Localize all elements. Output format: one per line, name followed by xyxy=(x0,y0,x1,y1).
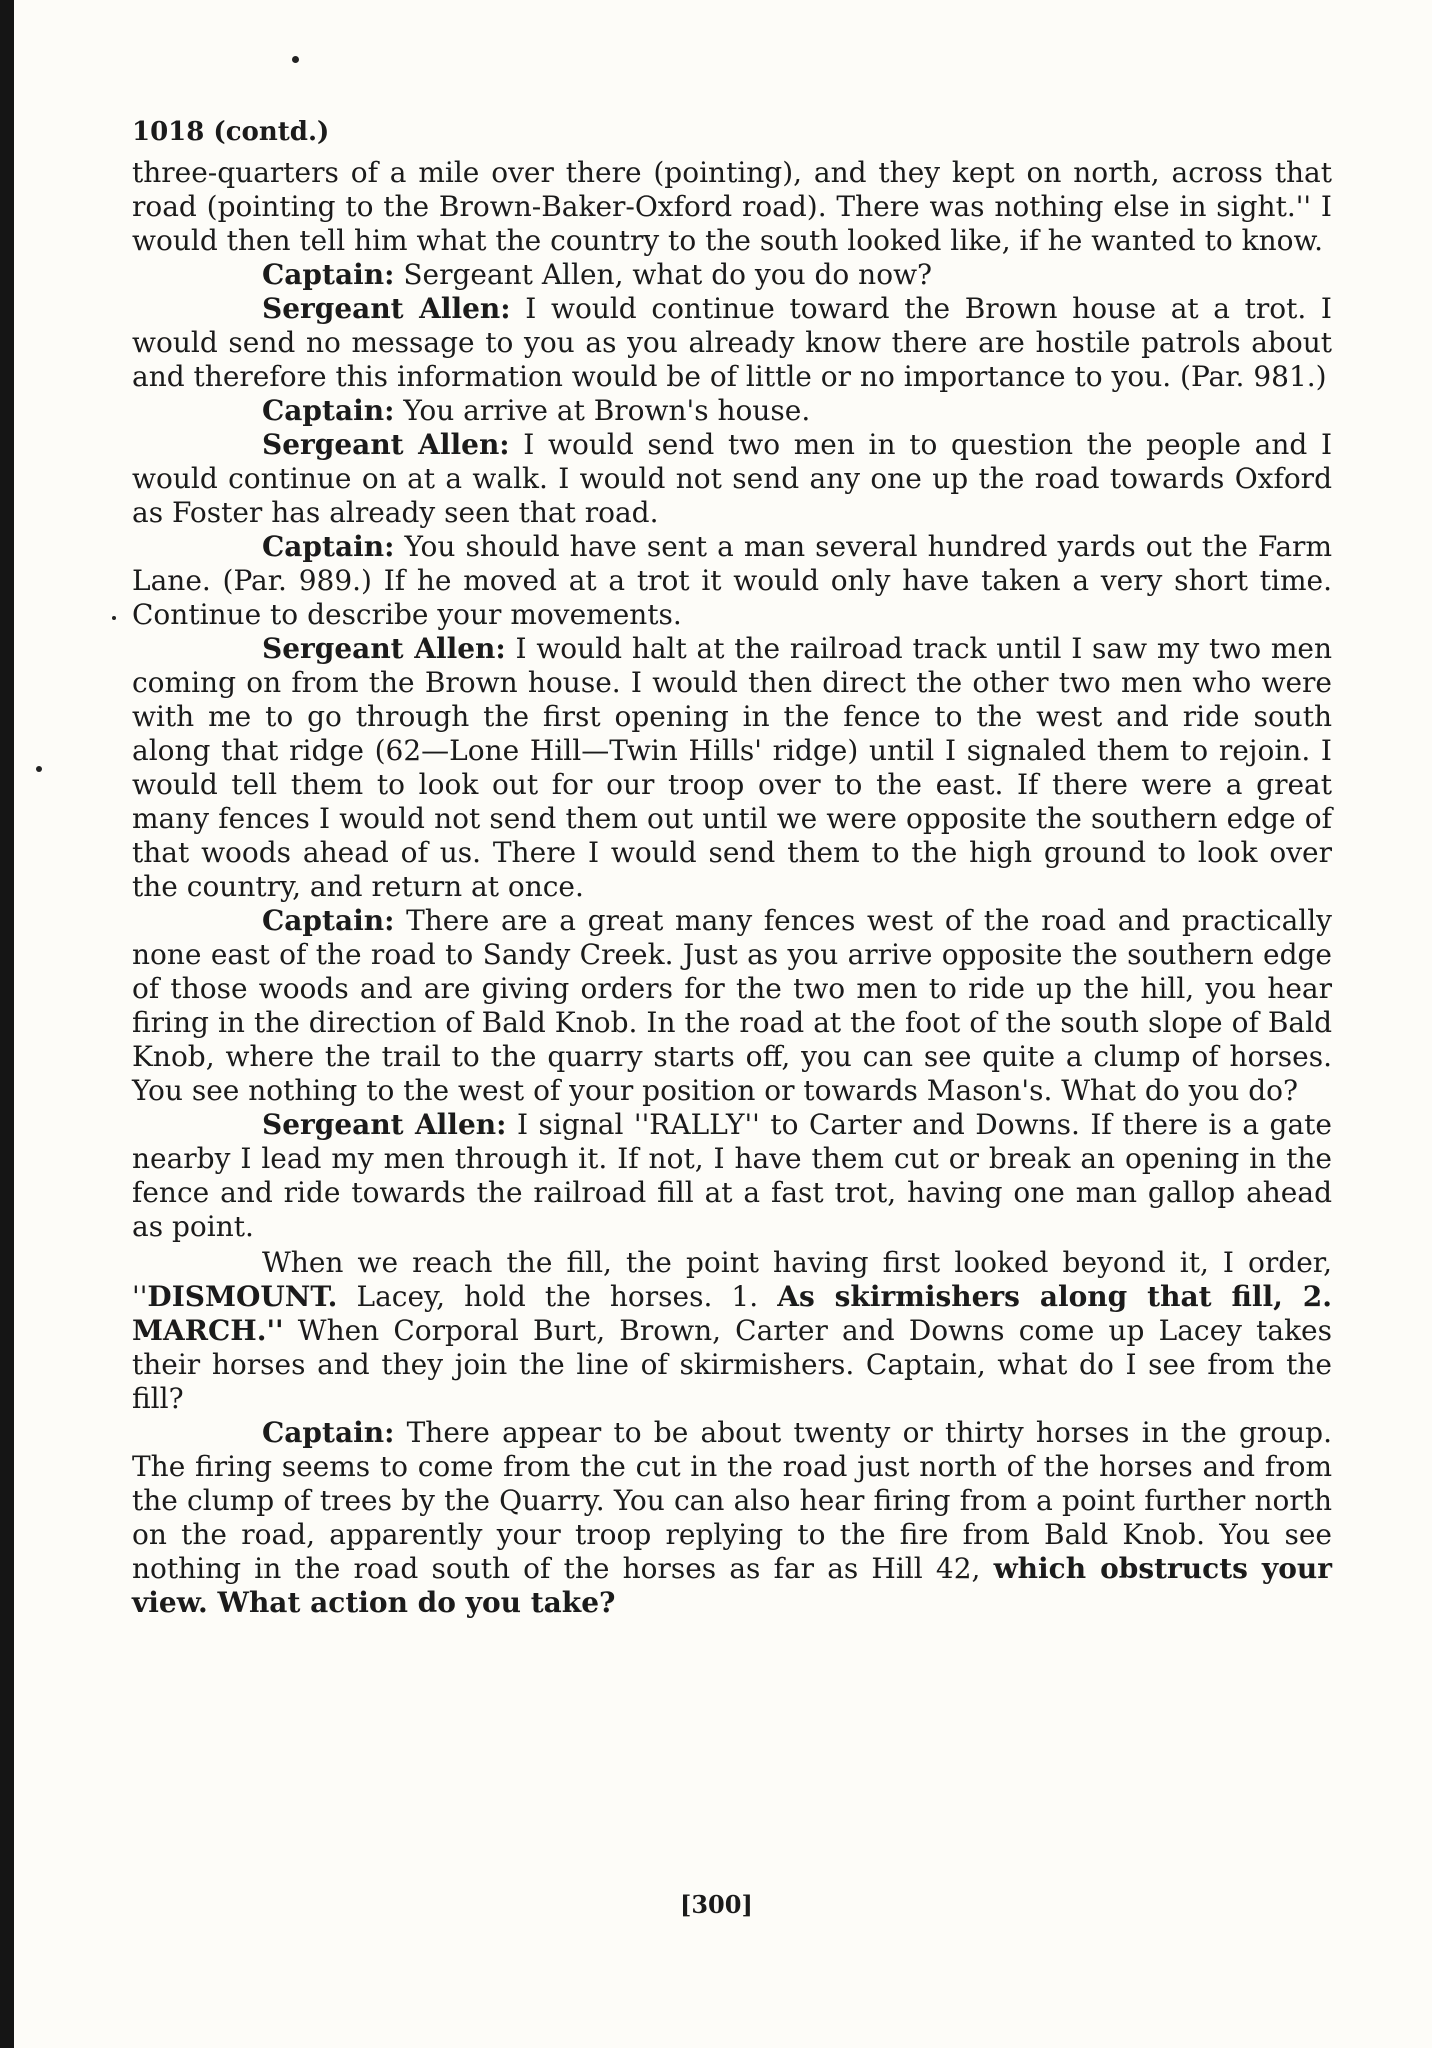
paragraph-6 xyxy=(132,632,1332,904)
paragraph-text: I signal ''RALLY'' to Carter and Downs. If there is a gate nearby I lead my men through it. If not, I have them cut or break an opening in the fence and ride towards the railroad fill at a fast trot, having one man gallop ahead as point. xyxy=(132,1108,1332,1243)
paragraph-5 xyxy=(132,530,1332,632)
scan-speck xyxy=(112,616,116,620)
speaker-label: Captain: xyxy=(262,530,395,563)
paragraph-text: I would send two men in to question the people and I would continue on at a walk. I would not send any one up the road towards Oxford as Foster has already seen that road. xyxy=(132,428,1333,529)
orders-mid: Lacey, hold the horses. 1. xyxy=(337,1280,778,1313)
paragraph-7 xyxy=(132,904,1332,1108)
orders-sep: 2. xyxy=(1282,1280,1333,1313)
speaker-label: Captain: xyxy=(262,904,395,937)
paragraph-8 xyxy=(132,1108,1332,1244)
paragraph-text: Sergeant Allen, what do you do now? xyxy=(394,258,933,291)
paragraph-text: There appear to be about twenty or thirty horses in the group. The firing seems to come from the cut in the road just north of the horses and from the clump of trees by the Quarry. You can also hear firing from a point further north on the road, apparently your troop replying to the fire from Bald Knob. You see nothing in the road south of the horses as far as Hill 42, xyxy=(132,1416,1332,1585)
paragraph-1 xyxy=(132,258,1332,292)
orders-tail: When Corporal Burt, Brown, Carter and Downs come up Lacey takes their horses and they join the line of skirmishers. Captain, what do I see from the fill? xyxy=(132,1314,1332,1415)
command-skirmishers: As skirmishers along that fill, xyxy=(777,1280,1283,1313)
command-march: MARCH.'' xyxy=(132,1314,284,1347)
paragraph-text: You arrive at Brown's house. xyxy=(394,394,811,427)
paragraph-text: three-quarters of a mile over there (pointing), and they kept on north, across that road (pointing to the Brown-Baker-Oxford road). There was nothing else in sight.'' I would then tell him what the country to the south looked like, if he wanted to know. xyxy=(132,156,1332,257)
paragraph-orders xyxy=(132,1246,1332,1416)
paragraph-bold-tail: which obstructs your view. What action do you take? xyxy=(132,1552,1332,1619)
paragraph-4 xyxy=(132,428,1332,530)
command-dismount: DISMOUNT. xyxy=(147,1280,338,1313)
speaker-label: Sergeant Allen: xyxy=(262,632,506,665)
scan-speck xyxy=(292,56,299,63)
speaker-label: Sergeant Allen: xyxy=(262,292,511,325)
speaker-label: Captain: xyxy=(262,1416,395,1449)
page-body xyxy=(132,112,1332,1620)
speaker-label: Sergeant Allen: xyxy=(262,1108,507,1141)
paragraph-final xyxy=(132,1416,1332,1620)
speaker-label: Captain: xyxy=(262,258,395,291)
paragraph-0 xyxy=(132,156,1332,258)
paragraph-text: I would continue toward the Brown house at a trot. I would send no message to you as you already know there are hostile patrols about and therefore this information would be of little or no importance to you. (Par. 981.) xyxy=(132,292,1332,393)
paragraph-3 xyxy=(132,394,1332,428)
paragraph-text: There are a great many fences west of the road and practically none east of the road to Sandy Creek. Just as you arrive opposite the southern edge of those woods and are giving orders for the two men to ride up the hill, you hear firing in the direction of Bald Knob. In the road at the foot of the south slope of Bald Knob, where the trail to the quarry starts off, you can see quite a clump of horses. You see nothing to the west of your position or towards Mason's. What do you do? xyxy=(132,904,1332,1107)
paragraph-2 xyxy=(132,292,1332,394)
scan-edge-bar xyxy=(0,0,14,2048)
speaker-label: Captain: xyxy=(262,394,395,427)
section-heading: 1018 (contd.) xyxy=(132,117,330,147)
paragraph-text: You should have sent a man several hundred yards out the Farm Lane. (Par. 989.) If he moved at a trot it would only have taken a very short time. Continue to describe your movements. xyxy=(132,530,1332,631)
orders-lead: When we reach the fill, the point having first looked beyond it, I order, '' xyxy=(132,1246,1332,1313)
page-number: [300] xyxy=(680,1890,753,1919)
paragraph-text: I would halt at the railroad track until I saw my two men coming on from the Brown house. I would then direct the other two men who were with me to go through the first opening in the fence to the west and ride south along that ridge (62—Lone Hill—Twin Hills' ridge) until I signaled them to rejoin. I would tell them to look out for our troop over to the east. If there were a great many fences I would not send them out until we were opposite the southern edge of that woods ahead of us. There I would send them to the high ground to look over the country, and return at once. xyxy=(132,632,1332,903)
speaker-label: Sergeant Allen: xyxy=(262,428,510,461)
scan-speck xyxy=(36,766,42,772)
